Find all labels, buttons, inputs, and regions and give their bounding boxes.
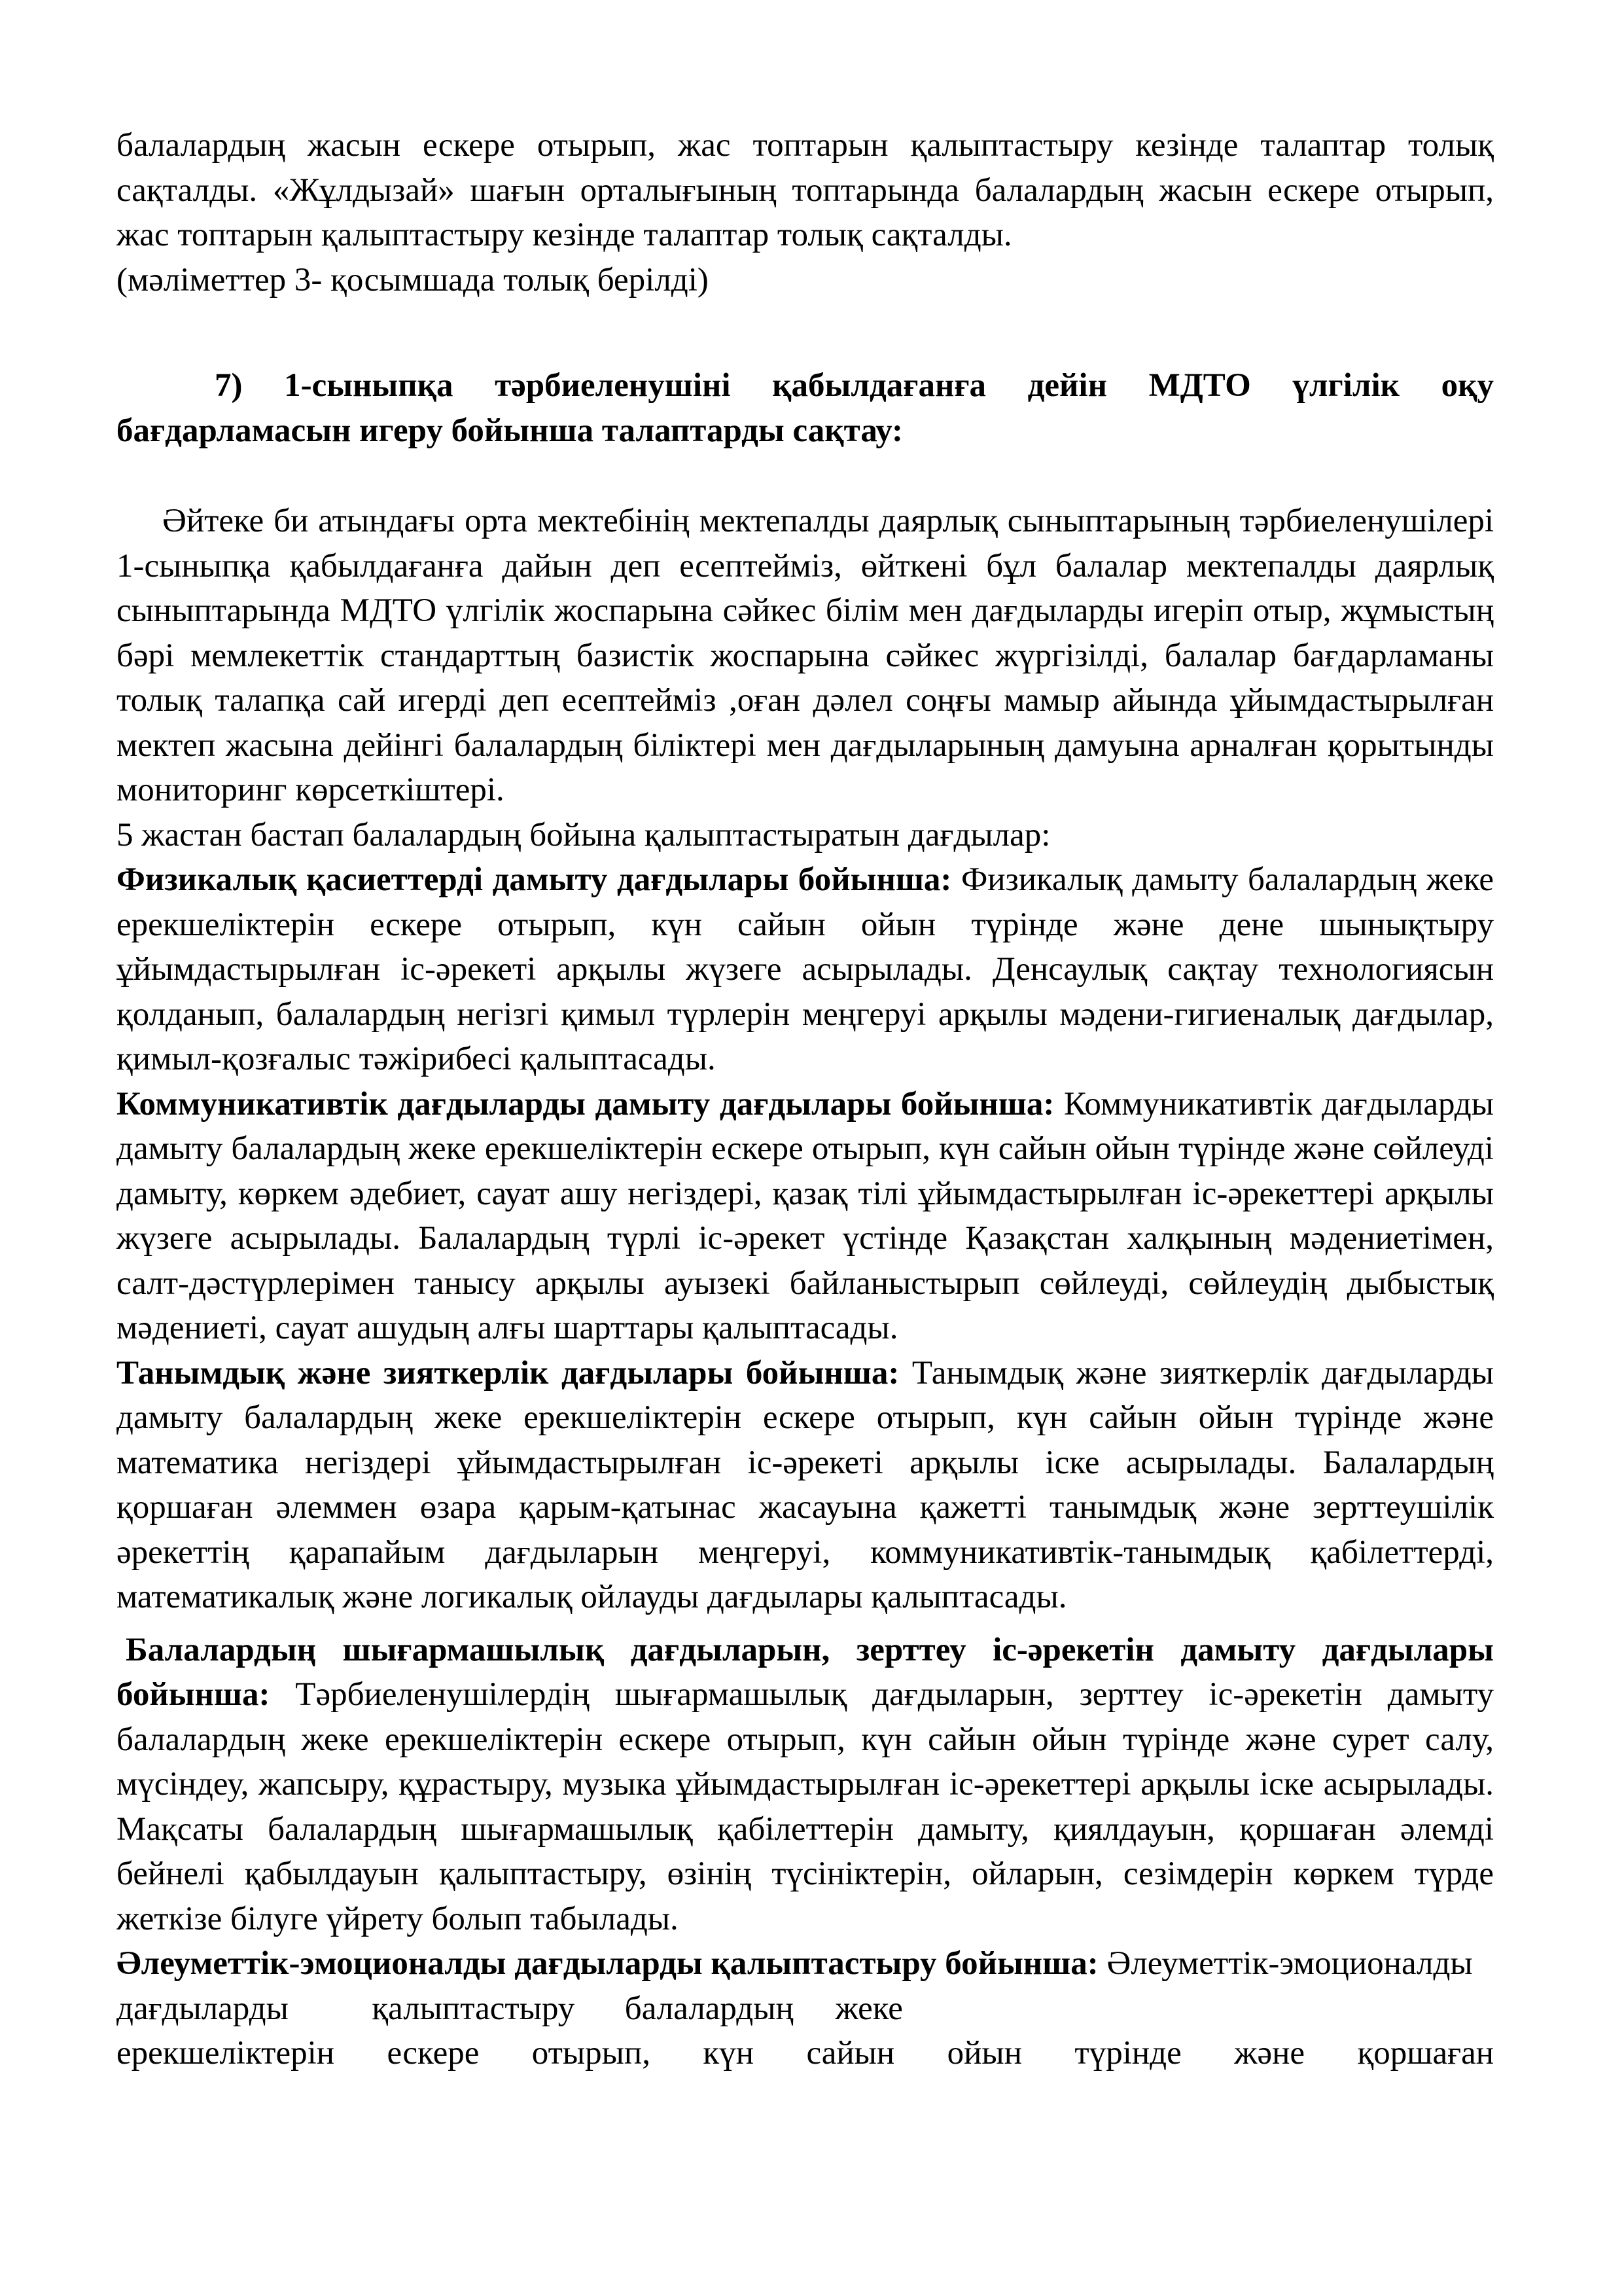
social-skills-lead: Әлеуметтік-эмоционалды дағдыларды қалыптастыру бойынша: (116, 1945, 1099, 1982)
paragraph-social-skills-tail: ерекшеліктерін ескере отырып, күн сайын ойын түрінде және қоршаған (116, 2035, 1494, 2072)
paragraph-physical-skills (116, 857, 1494, 1082)
communicative-skills-lead: Коммуникативтік дағдыларды дамыту дағдылары бойынша: (116, 1085, 1055, 1122)
paragraph-appendix-note: (мәліметтер 3- қосымшада толық берілді) (116, 261, 709, 298)
cognitive-skills-lead: Танымдық және зияткерлік дағдылары бойынша: (116, 1354, 900, 1391)
section-heading: 7) 1-сыныпқа тәрбиеленушіні қабылдағанға дейін МДТО үлгілік оқу бағдарламасын игеру бойынша талаптарды сақтау: (116, 367, 1494, 449)
cognitive-skills-body: Танымдық және зияткерлік дағдыларды дамыту балалардың жеке ерекшеліктерін ескере отырып, күн сайын ойын түрінде және математика негіздері ұйымдастырылған іс-әрекеті арқылы іске асырылады. Балалардың қоршаған әлеммен өзара қарым-қатынас жасауына қажетті танымдық және зерттеушілік әрекеттің қарапайым дағдыларын меңгеруі, коммуникативтік-танымдық қабілеттерді, математикалық және логикалық ойлауды дағдылары қалыптасады. (116, 1354, 1494, 1615)
paragraph-social-skills (116, 1941, 1494, 2031)
social-skills-body: Әлеуметтік-эмоционалды дағдыларды қалыптастыру балалардың жеке (116, 1945, 1481, 2027)
paragraph-skills-intro: 5 жастан бастап балалардың бойына қалыптастыратын дағдылар: (116, 816, 1051, 853)
paragraph-cognitive-skills (116, 1351, 1494, 1620)
paragraph-age-groups: балалардың жасын ескере отырып, жас топтарын қалыптастыру кезінде талаптар толық сақталды. «Жұлдызай» шағын орталығының топтарында балалардың жасын ескере отырып, жас топтарын қалыптастыру кезінде талаптар толық сақталды. (116, 127, 1494, 253)
physical-skills-lead: Физикалық қасиеттерді дамыту дағдылары бойынша: (116, 861, 952, 898)
physical-skills-body: Физикалық дамыту балалардың жеке ерекшеліктерін ескере отырып, күн сайын ойын түрінде және дене шынықтыру ұйымдастырылған іс-әрекеті арқылы жүзеге асырылады. Денсаулық сақтау технологиясын қолданып, балалардың негізгі қимыл түрлерін меңгеруі арқылы мәдени-гигиеналық дағдылар, қимыл-қозғалыс тәжірибесі қалыптасады. (116, 861, 1494, 1077)
communicative-skills-body: Коммуникативтік дағдыларды дамыту балалардың жеке ерекшеліктерін ескере отырып, күн сайын ойын түрінде және сөйлеуді дамыту, көркем әдебиет, сауат ашу негіздері, қазақ тілі ұйымдастырылған іс-әрекеттері арқылы жүзеге асырылады. Балалардың түрлі іс-әрекет үстінде Қазақстан халқының мәдениетімен, салт-дәстүрлерімен танысу арқылы ауызекі байланыстырып сөйлеуді, сөйлеудің дыбыстық мәдениеті, сауат ашудың алғы шарттары қалыптасады. (116, 1085, 1494, 1346)
creative-skills-body: Тәрбиеленушілердің шығармашылық дағдыларын, зерттеу іс-әрекетін дамыту балалардың жеке ерекшеліктерін ескере отырып, күн сайын ойын түрінде және сурет салу, мүсіндеу, жапсыру, құрастыру, музыка ұйымдастырылған іс-әрекеттері арқылы іске асырылады. Мақсаты балалардың шығармашылық қабілеттерін дамыту, қиялдауын, қоршаған әлемді бейнелі қабылдауын қалыптастыру, өзінің түсініктерін, ойларын, сезімдерін көркем түрде жеткізе білуге үйрету болып табылады. (116, 1676, 1494, 1937)
document-page (116, 123, 1494, 2076)
creative-skills-lead: Балалардың шығармашылық дағдыларын, зерттеу іс-әрекетін дамыту дағдылары бойынша: (116, 1631, 1494, 1713)
paragraph-creative-skills (116, 1628, 1494, 1942)
paragraph-readiness: Әйтеке би атындағы орта мектебінің мектепалды даярлық сыныптарының тәрбиеленушілері 1-сыныпқа қабылдағанға дайын деп есептейміз, өйткені бұл балалар мектепалды даярлық сыныптарында МДТО үлгілік жоспарына сәйкес білім мен дағдыларды игеріп отыр, жұмыстың бәрі мемлекеттік стандарттың базистік жоспарына сәйкес жүргізілді, балалар бағдарламаны толық талапқа сай игерді деп есептейміз ,оған дәлел соңғы мамыр айында ұйымдастырылған мектеп жасына дейінгі балалардың біліктері мен дағдыларының дамуына арналған қорытынды мониторинг көрсеткіштері. (116, 503, 1494, 808)
paragraph-communicative-skills (116, 1082, 1494, 1351)
